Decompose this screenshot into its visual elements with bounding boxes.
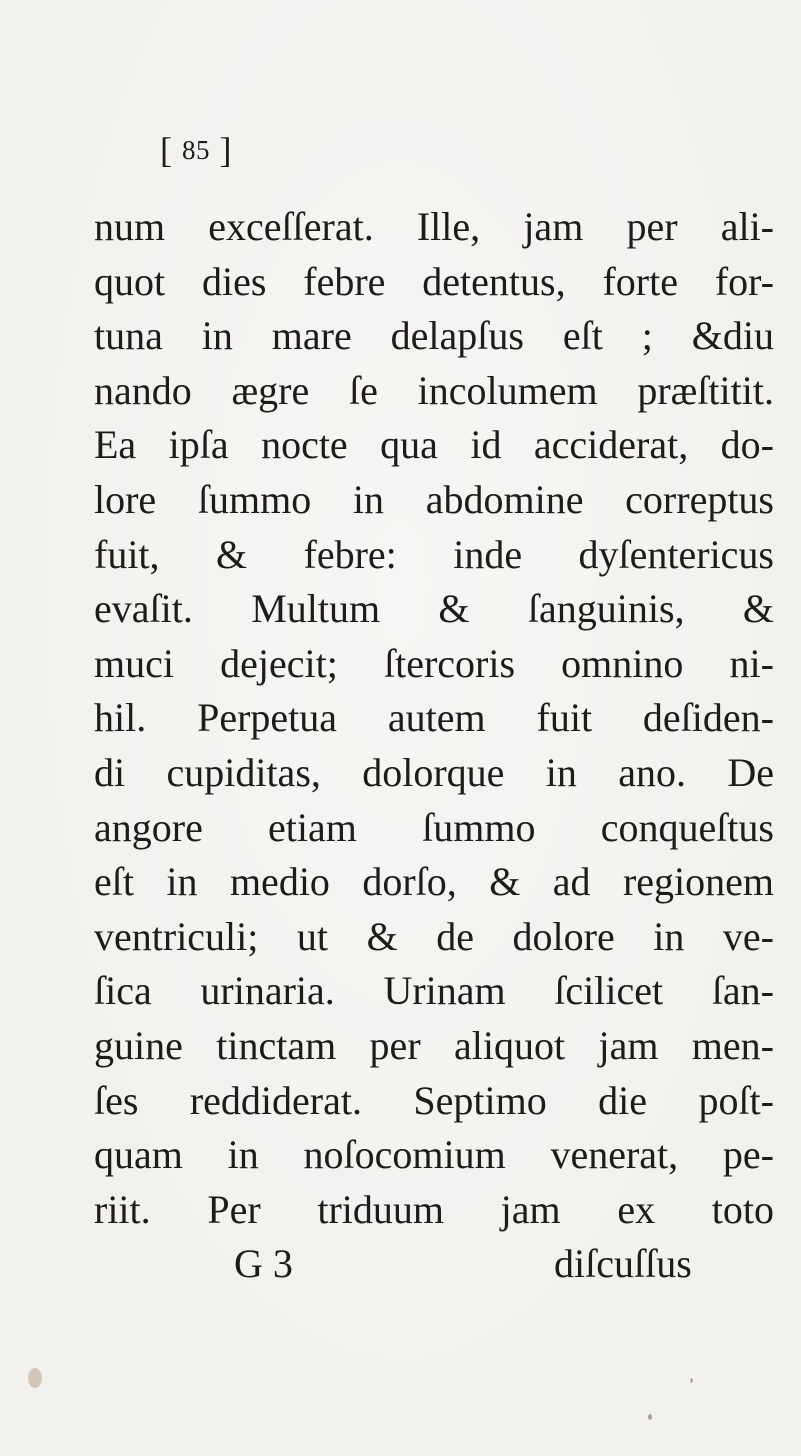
- paper-speck: [648, 1414, 652, 1420]
- text-line: di cupiditas, dolorque in ano. De: [94, 749, 774, 795]
- text-line: angore etiam ſummo conqueſtus: [94, 804, 774, 850]
- page-number: 85: [182, 135, 210, 165]
- text-line: Ea ipſa nocte qua id acciderat, do-: [94, 422, 774, 468]
- text-line: evaſit. Multum & ſanguinis, &: [94, 586, 774, 632]
- bracket-close: ]: [219, 130, 232, 170]
- text-line: fuit, & febre: inde dyſentericus: [94, 531, 774, 577]
- paper-speck: [690, 1378, 693, 1383]
- bracket-open: [: [160, 130, 173, 170]
- text-line: hil. Perpetua autem fuit deſiden-: [94, 695, 774, 741]
- text-line: riit. Per triduum jam ex toto: [94, 1186, 774, 1232]
- running-head: [160, 132, 232, 168]
- catchword: diſcuſſus: [554, 1241, 692, 1286]
- text-line: lore ſummo in abdomine correptus: [94, 476, 774, 522]
- text-line: num exceſſerat. Ille, jam per ali-: [94, 204, 774, 249]
- footer-row: [94, 1237, 774, 1291]
- text-line: quot dies febre detentus, forte for-: [94, 258, 774, 304]
- text-line: ventriculi; ut & de dolore in ve-: [94, 913, 774, 959]
- text-line: tuna in mare delapſus eſt ; &diu: [94, 313, 774, 359]
- text-line: guine tinctam per aliquot jam men-: [94, 1022, 774, 1068]
- signature-mark: G 3: [234, 1241, 293, 1286]
- text-line: muci dejecit; ſtercoris omnino ni-: [94, 640, 774, 686]
- paper-stain: [28, 1368, 42, 1388]
- text-line: eſt in medio dorſo, & ad regionem: [94, 859, 774, 905]
- text-line: quam in noſocomium venerat, pe-: [94, 1132, 774, 1178]
- body-text: [94, 200, 774, 1237]
- text-line: nando ægre ſe incolumem præſtitit.: [94, 367, 774, 413]
- text-line: ſes reddiderat. Septimo die poſt-: [94, 1077, 774, 1123]
- text-line: ſica urinaria. Urinam ſcilicet ſan-: [94, 968, 774, 1014]
